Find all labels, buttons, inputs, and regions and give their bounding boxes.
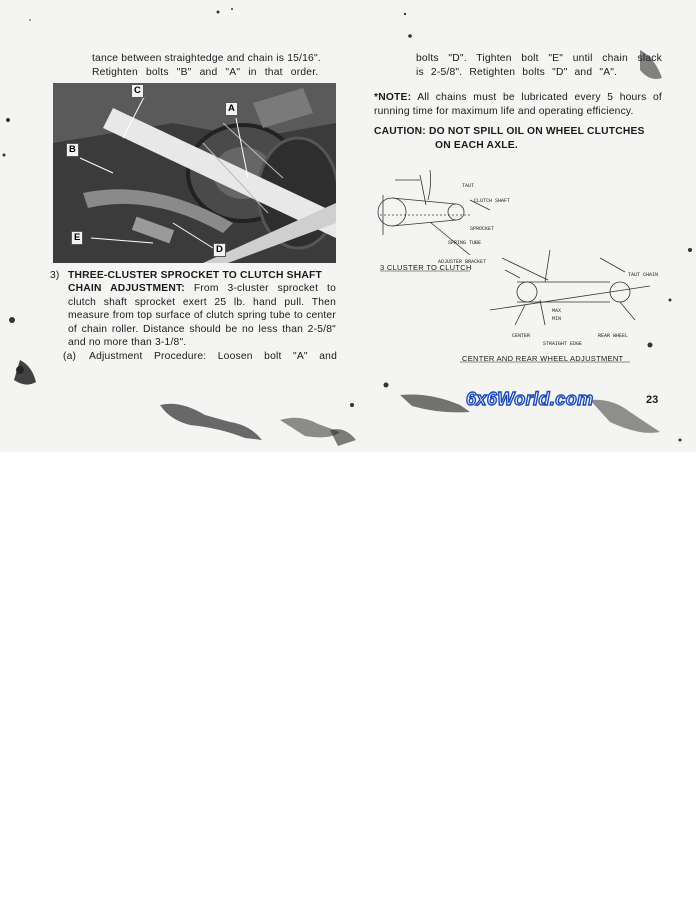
photo-label-d: D <box>213 243 226 257</box>
section-number: 3) <box>50 270 60 281</box>
diagram-label-rear-wheel: REAR WHEEL <box>598 333 629 339</box>
section-heading-line-2: CHAIN ADJUSTMENT: <box>68 283 185 294</box>
diagram-label-clutch-shaft: CLUTCH SHAFT <box>474 198 511 204</box>
continuation-line-1: tance between straightedge and chain is 15/16". <box>92 53 321 64</box>
caution-text-line-2: ON EACH AXLE. <box>435 139 518 151</box>
diagram-label-straight-edge: STRAIGHT EDGE <box>543 341 583 347</box>
right-continuation-line-2: is 2-5/8". Retighten bolts "D" and "A". <box>416 66 618 78</box>
step-a-text: Adjustment Procedure: Loosen bolt "A" and <box>89 351 337 362</box>
page-number: 23 <box>646 394 659 406</box>
photo-label-a: A <box>225 102 238 116</box>
step-a-marker: (a) <box>63 351 77 362</box>
right-continuation-line-1: bolts "D". Tighten bolt "E" until chain slack <box>416 53 662 64</box>
photo-label-b: B <box>66 143 79 157</box>
diagram-label-center: CENTER <box>512 333 531 339</box>
watermark-logo: 6x6World.com <box>466 389 594 409</box>
photo-label-c: C <box>131 84 144 98</box>
continuation-line-2: Retighten bolts "B" and "A" in that order. <box>92 66 319 78</box>
diagram-label-spring-tube: SPRING TUBE <box>448 240 482 246</box>
diagram-label-adjuster-bracket: ADJUSTER BRACKET <box>438 259 487 265</box>
drawing-2-caption: CENTER AND REAR WHEEL ADJUSTMENT <box>462 354 624 363</box>
diagram-label-min: MIN <box>552 316 562 322</box>
diagram-label-sprocket: SPROCKET <box>470 226 495 232</box>
section-body-text: From 3-cluster sprocket to clutch shaft sprocket exert 25 lb. hand pull. Then measure from top surface of clutch spring tube to center of chain roller. Distance should be no less than 2-5/8" and no more than 3-1/8". <box>68 283 337 349</box>
diagram-label-taut: TAUT <box>462 183 475 189</box>
diagram-label-max: MAX <box>552 308 562 314</box>
caution-text-line-1: DO NOT SPILL OIL ON WHEEL CLUTCHES <box>429 126 645 137</box>
diagram-label-taut-chain: TAUT CHAIN <box>628 272 659 278</box>
caution-label: CAUTION: <box>374 126 426 137</box>
section-heading-line-1: THREE-CLUSTER SPROCKET TO CLUTCH SHAFT <box>68 270 322 281</box>
note-label: *NOTE: <box>374 92 412 103</box>
note-text: All chains must be lubricated every 5 hours of running time for maximum life and operating efficiency. <box>374 92 662 117</box>
photo-label-e: E <box>71 231 83 245</box>
drawing-1-caption: 3 CLUSTER TO CLUTCH <box>380 263 472 272</box>
